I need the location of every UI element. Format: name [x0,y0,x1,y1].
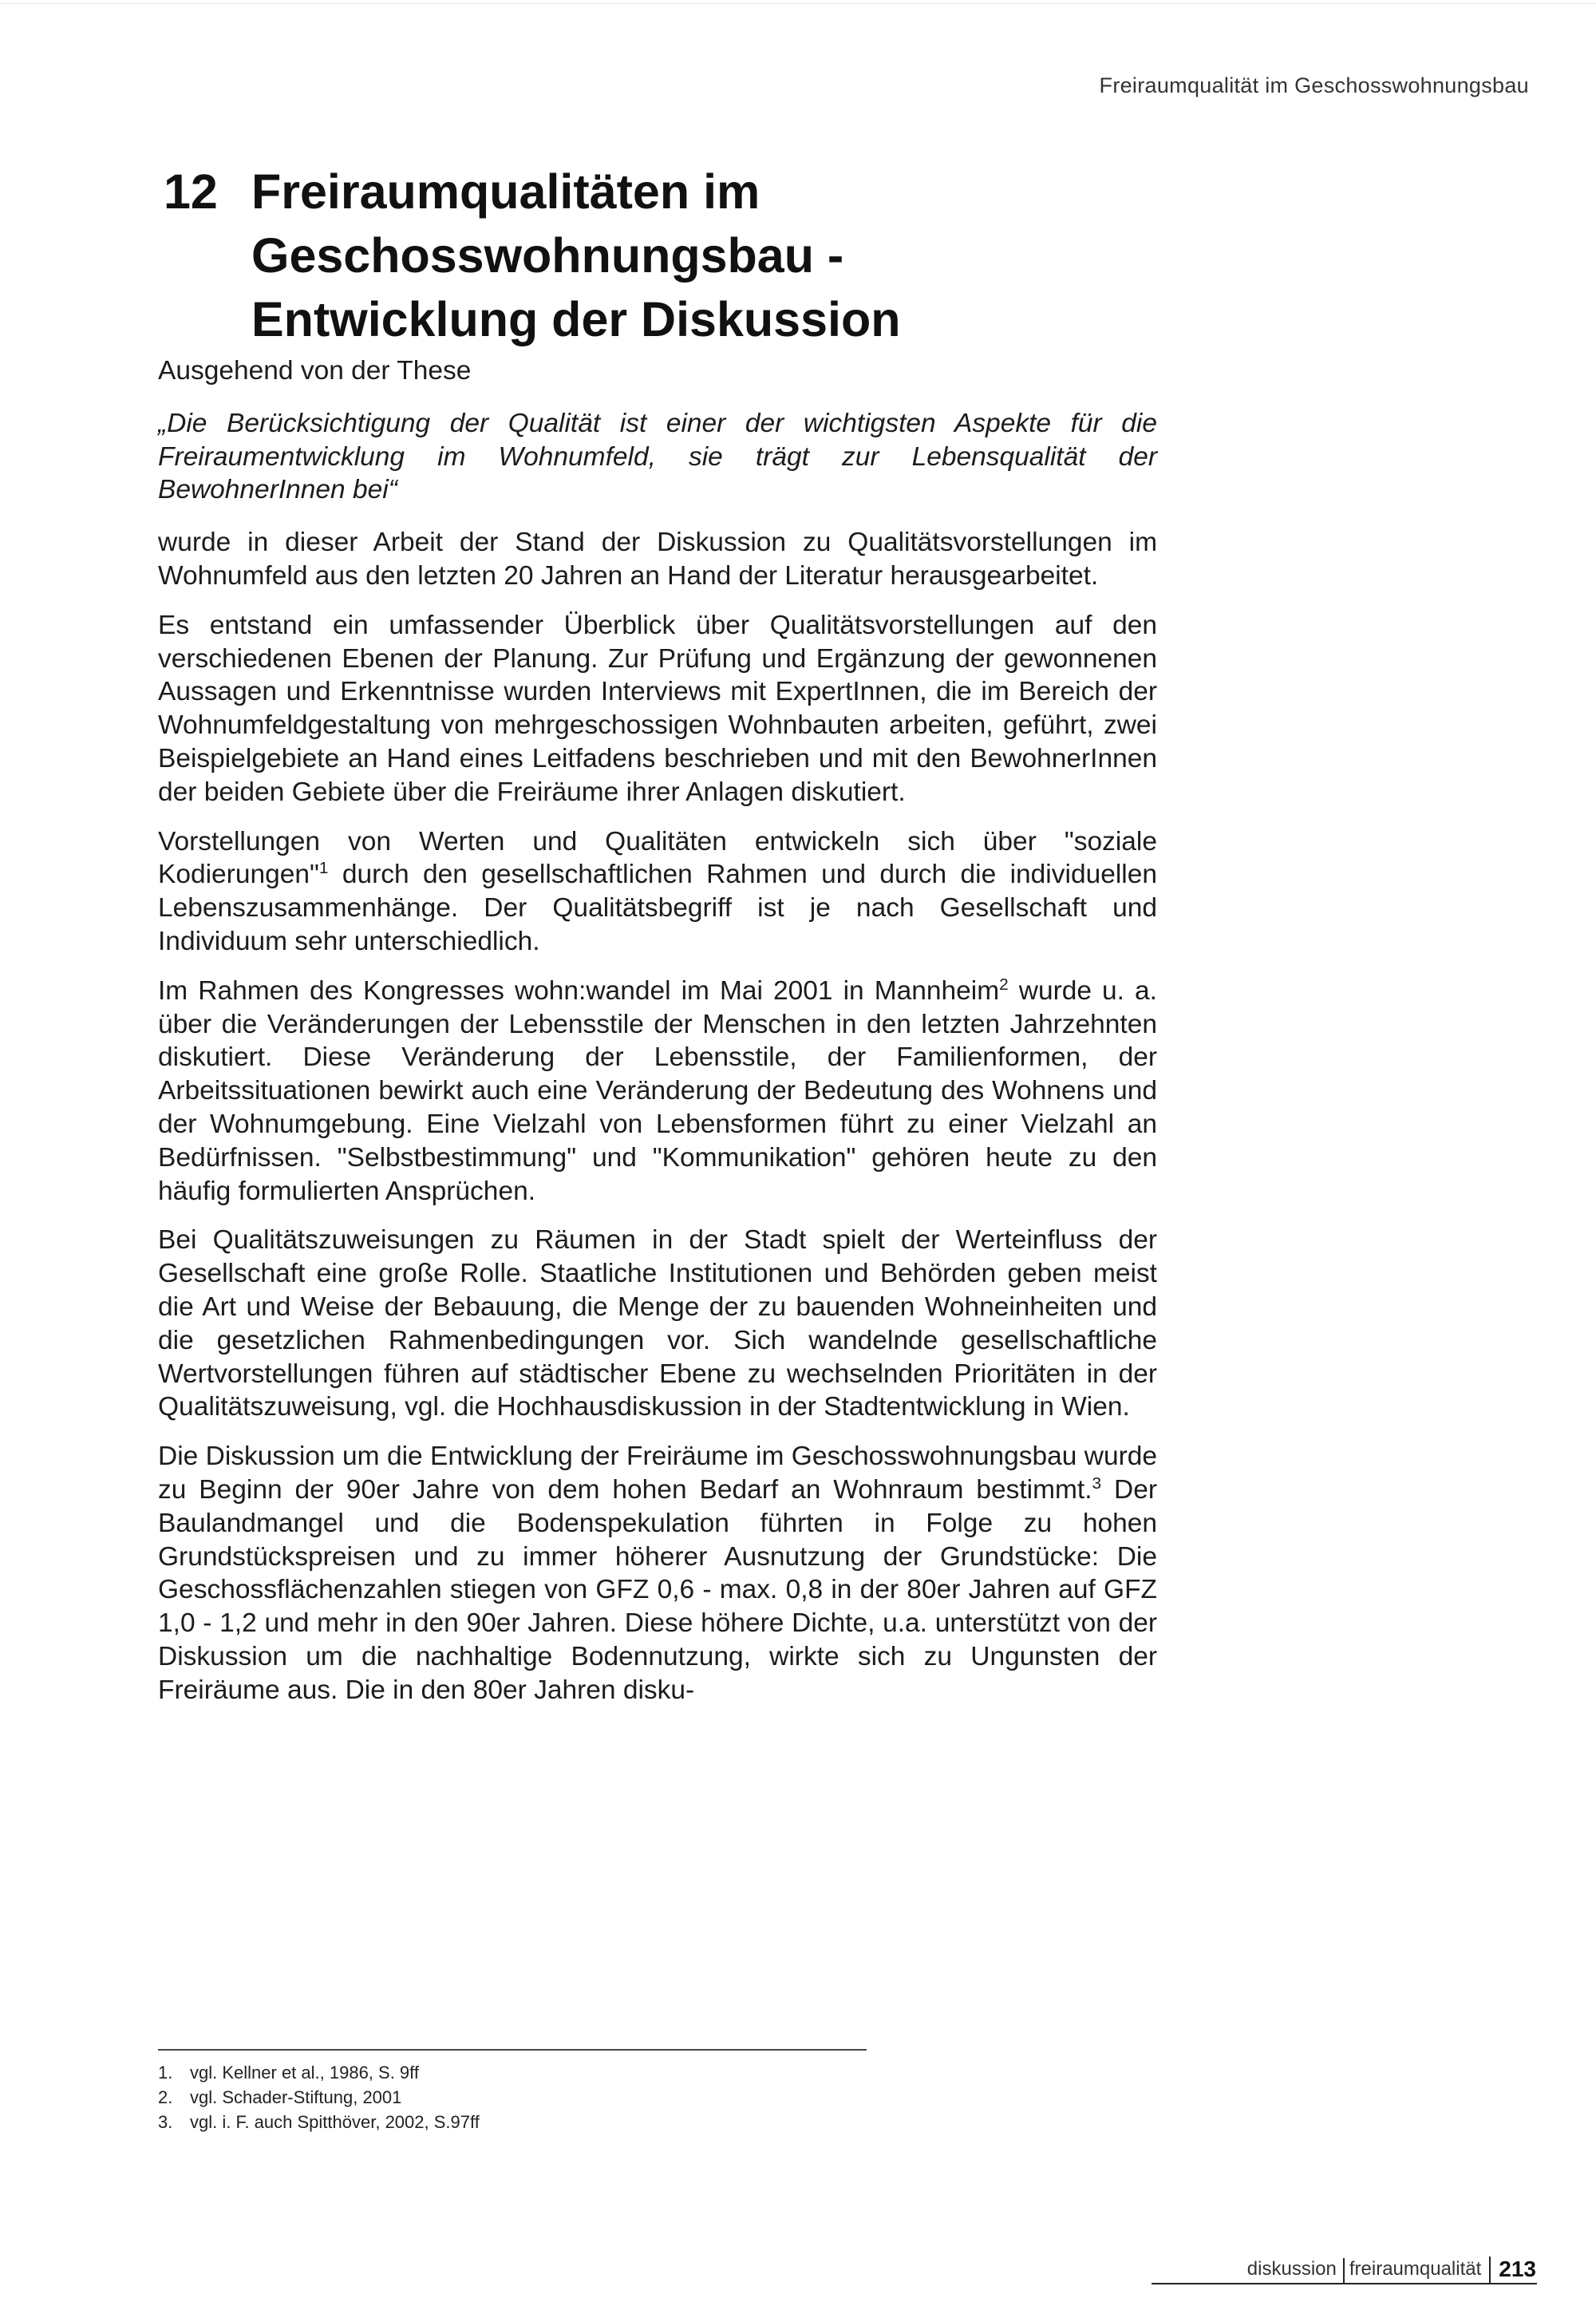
footnote-text: vgl. Kellner et al., 1986, S. 9ff [190,2063,419,2083]
paragraph-4 [158,975,1157,1208]
footnote-number: 3. [158,2112,173,2132]
paragraph-4-text-b: wurde u. a. über die Veränderungen der Lebensstile der Menschen in den letzten Jahrzehnten diskutiert. Diese Veränderung der Lebensstile, der Familienformen, der Arbeitssituationen bewirkt auch eine Veränderung der Bedeutung des Wohnens und der Wohnumgebung. Eine Vielzahl von Lebensformen führt zu einer Vielzahl an Bedürfnissen. "Selbstbestimmung" und "Kommunikation" gehören heute zu den häufig formulierten Ansprüchen. [158,975,1157,1206]
paragraph-3 [158,825,1157,959]
footnote-ref-3: 3 [1092,1473,1102,1493]
footnote-text: vgl. Schader-Stiftung, 2001 [190,2087,402,2107]
chapter-title-line-3: Entwicklung der Diskussion [251,292,901,346]
paragraph-3-text-b: durch den gesellschaftlichen Rahmen und durch die individuellen Lebenszusammenhänge. Der Qualitätsbegriff ist je nach Gesellschaft und Individuum sehr unterschiedlich. [158,860,1157,956]
thesis-quote: „Die Berücksichtigung der Qualität ist einer der wichtigsten Aspekte für die Freiraumentwicklung im Wohnumfeld, sie trägt zur Lebensqualität der BewohnerInnen bei“ [158,408,1157,505]
paragraph-2: Es entstand ein umfassender Überblick über Qualitätsvorstellungen auf den verschiedenen Ebenen der Planung. Zur Prüfung und Ergänzung der gewonnenen Aussagen und Erkenntnisse wurden Interviews mit ExpertInnen, die im Bereich der Wohnumfeldgestaltung von mehrgeschossigen Wohnbauten arbeiten, geführt, zwei Beispielgebiete an Hand eines Leitfadens beschrieben und mit den BewohnerInnen der beiden Gebiete über die Freiräume ihrer Anlagen diskutiert. [158,610,1157,807]
chapter-title [164,160,901,351]
paragraph-5: Bei Qualitätszuweisungen zu Räumen in der Stadt spielt der Werteinfluss der Gesellschaft eine große Rolle. Staatliche Institutionen und Behörden geben meist die Art und Weise der Bebauung, die Menge der zu bauenden Wohneinheiten und die gesetzlichen Rahmenbedingungen vor. Sich wandelnde gesellschaftliche Wertvorstellungen führen auf städtischer Ebene zu wechselnden Prioritäten in der Qualitätszuweisung, vgl. die Hochhausdiskussion in der Stadtentwicklung in Wien. [158,1225,1157,1422]
footer-section-label: diskussion [1246,2258,1337,2280]
footnote-number: 2. [158,2087,173,2107]
footnote-separator [158,2049,867,2051]
intro-paragraph: Ausgehend von der These [158,356,472,386]
paragraph-4-text-a: Im Rahmen des Kongresses wohn:wandel im Mai 2001 in Mannheim [158,975,1000,1006]
paragraph-6 [158,1440,1157,1707]
page-footer [1247,2244,1536,2284]
chapter-title-line-1: Freiraumqualitäten im [251,164,760,219]
chapter-title-line-2: Geschosswohnungsbau - [251,228,844,283]
running-header: Freiraumqualität im Geschosswohnungsbau [1099,73,1529,97]
footer-rule [1152,2283,1537,2284]
footnote-text: vgl. i. F. auch Spitthöver, 2002, S.97ff [190,2112,480,2132]
footnote-ref-1: 1 [318,859,329,878]
footnote-1 [158,2060,480,2085]
paragraph-3-text-a: Vorstellungen von Werten und Qualitäten entwickeln sich über "soziale Kodierungen" [158,826,1157,890]
footer-topic-label: freiraumqualität [1343,2258,1489,2284]
paragraph-6-text-a: Die Diskussion um die Entwicklung der Freiräume im Geschosswohnungsbau wurde zu Beginn der 90er Jahre von dem hohen Bedarf an Wohnraum bestimmt. [158,1442,1157,1505]
footnotes [158,2060,480,2134]
chapter-number: 12 [164,164,218,219]
footnote-number: 1. [158,2063,173,2083]
footnote-2 [158,2085,480,2110]
body-text [158,354,1157,1723]
top-edge-rule [0,3,1596,4]
paragraph-1: wurde in dieser Arbeit der Stand der Diskussion zu Qualitätsvorstellungen im Wohnumfeld aus den letzten 20 Jahren an Hand der Literatur herausgearbeitet. [158,528,1157,591]
footnote-ref-2: 2 [999,975,1009,994]
page-number: 213 [1489,2257,1536,2284]
footnote-3 [158,2110,480,2134]
paragraph-6-text-b: Der Baulandmangel und die Bodenspekulation führten in Folge zu hohen Grundstückspreisen und zu immer höherer Ausnutzung der Grundstücke: Die Geschossflächenzahlen stiegen von GFZ 0,6 - max. 0,8 in der 80er Jahren auf GFZ 1,0 - 1,2 und mehr in den 90er Jahren. Diese höhere Dichte, u.a. unterstützt von der Diskussion um die nachhaltige Bodennutzung, wirkte sich zu Ungunsten der Freiräume aus. Die in den 80er Jahren disku- [158,1474,1157,1705]
